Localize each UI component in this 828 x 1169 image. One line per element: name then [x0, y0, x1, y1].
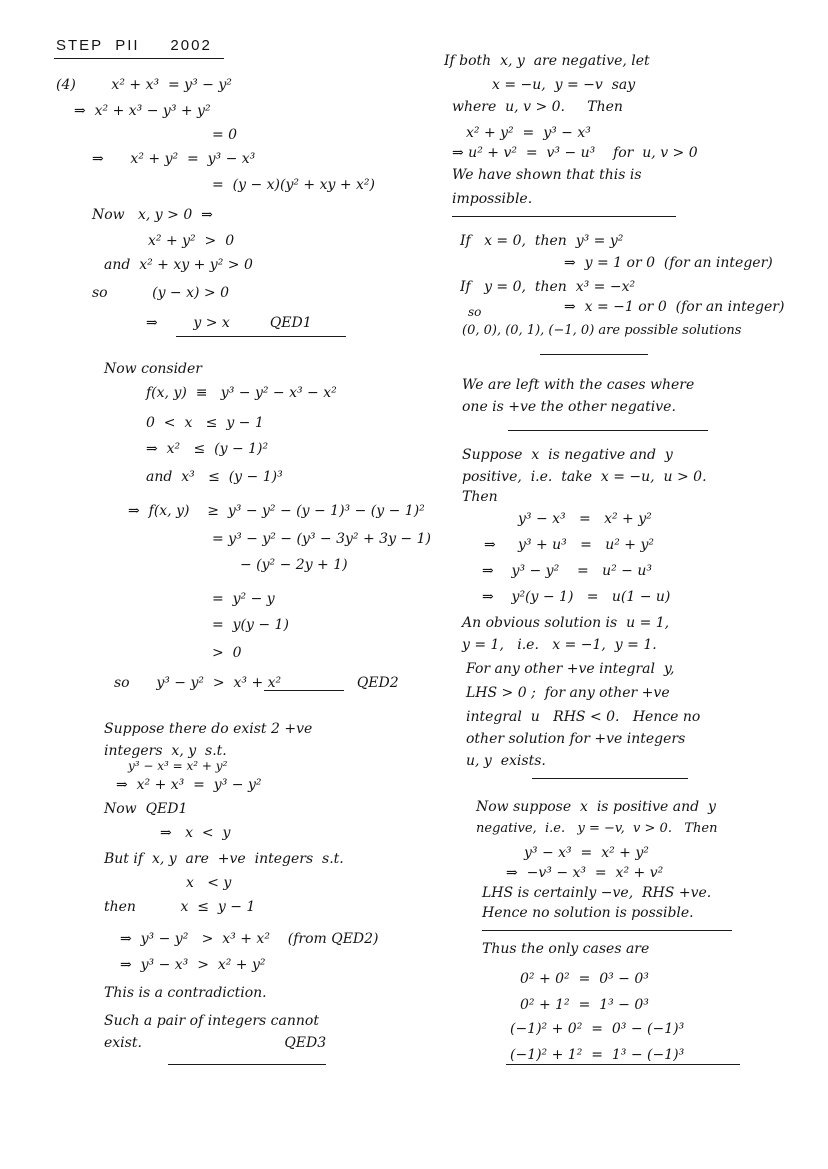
right-line: ⇒ y²(y − 1) = u(1 − u) — [482, 589, 671, 605]
left-line: x < y — [186, 875, 232, 891]
left-line: 0 < x ≤ y − 1 — [146, 415, 264, 431]
right-line: 0² + 1² = 1³ − 0³ — [520, 997, 649, 1013]
right-line: so — [468, 305, 482, 319]
right-line: x = −u, y = −v say — [492, 77, 636, 93]
left-line: and x³ ≤ (y − 1)³ — [146, 469, 283, 485]
right-line: 0² + 0² = 0³ − 0³ — [520, 971, 649, 987]
right-line: positive, i.e. take x = −u, u > 0. — [462, 469, 707, 485]
left-line: f(x, y) ≡ y³ − y² − x³ − x² — [146, 385, 337, 401]
section-divider — [508, 430, 708, 431]
right-line: one is +ve the other negative. — [462, 399, 676, 415]
left-line: = y(y − 1) — [212, 617, 289, 633]
right-line: If y = 0, then x³ = −x² — [460, 279, 636, 295]
right-line: If x = 0, then y³ = y² — [460, 233, 624, 249]
left-line: ⇒ x² + y² = y³ − x³ — [92, 151, 256, 167]
right-line: ⇒ y = 1 or 0 (for an integer) — [564, 255, 773, 271]
left-line: ⇒ x < y — [160, 825, 231, 841]
right-line: ⇒ x = −1 or 0 (for an integer) — [564, 299, 785, 315]
right-line: We are left with the cases where — [462, 377, 695, 393]
left-line: so y³ − y² > x³ + x² QED2 — [114, 675, 399, 691]
left-line: so (y − x) > 0 — [92, 285, 230, 301]
left-line: (4) x² + x³ = y³ − y² — [56, 77, 232, 93]
right-line: Now suppose x is positive and y — [476, 799, 716, 815]
section-divider — [482, 930, 732, 931]
section-divider — [506, 1064, 740, 1065]
right-line: LHS is certainly −ve, RHS +ve. — [482, 885, 712, 901]
right-line: x² + y² = y³ − x³ — [466, 125, 591, 141]
right-line: y³ − x³ = x² + y² — [524, 845, 649, 861]
left-line: y³ − x³ = x² + y² — [128, 759, 228, 773]
left-line: Now x, y > 0 ⇒ — [92, 207, 213, 223]
right-line: impossible. — [452, 191, 533, 207]
section-divider — [176, 336, 346, 337]
right-line: Then — [462, 489, 498, 505]
right-line: y³ − x³ = x² + y² — [518, 511, 652, 527]
left-line: and x² + xy + y² > 0 — [104, 257, 253, 273]
right-line: Hence no solution is possible. — [482, 905, 694, 921]
right-line: Suppose x is negative and y — [462, 447, 673, 463]
left-line: ⇒ y³ − y² > x³ + x² (from QED2) — [120, 931, 379, 947]
left-line: Such a pair of integers cannot — [104, 1013, 319, 1029]
left-line: ⇒ x² + x³ − y³ + y² — [74, 103, 211, 119]
right-line: Thus the only cases are — [482, 941, 650, 957]
qed2-underline — [264, 690, 344, 691]
right-line: other solution for +ve integers — [466, 731, 686, 747]
right-line: u, y exists. — [466, 753, 546, 769]
left-line: ⇒ y³ − x³ > x² + y² — [120, 957, 266, 973]
right-line: (−1)² + 0² = 0³ − (−1)³ — [510, 1021, 685, 1037]
left-line: x² + y² > 0 — [148, 233, 235, 249]
section-divider — [168, 1064, 326, 1065]
left-line: But if x, y are +ve integers s.t. — [104, 851, 344, 867]
right-line: LHS > 0 ; for any other +ve — [466, 685, 670, 701]
right-line: (0, 0), (0, 1), (−1, 0) are possible solutions — [462, 323, 742, 338]
left-line: > 0 — [212, 645, 242, 661]
page-header: STEP PII 2002 — [56, 37, 212, 54]
left-line: = y² − y — [212, 591, 275, 607]
left-line: − (y² − 2y + 1) — [240, 557, 348, 573]
left-line: then x ≤ y − 1 — [104, 899, 256, 915]
right-line: y = 1, i.e. x = −1, y = 1. — [462, 637, 657, 653]
right-line: ⇒ −v³ − x³ = x² + v² — [506, 865, 664, 881]
right-line: where u, v > 0. Then — [452, 99, 623, 115]
right-line: We have shown that this is — [452, 167, 642, 183]
left-line: Suppose there do exist 2 +ve — [104, 721, 313, 737]
left-line: ⇒ x² ≤ (y − 1)² — [146, 441, 269, 457]
left-line: exist. QED3 — [104, 1035, 327, 1051]
right-line: An obvious solution is u = 1, — [462, 615, 670, 631]
left-line: Now consider — [104, 361, 202, 377]
left-line: Now QED1 — [104, 801, 188, 817]
right-line: negative, i.e. y = −v, v > 0. Then — [476, 821, 718, 836]
left-line: integers x, y s.t. — [104, 743, 227, 759]
right-line: ⇒ y³ + u³ = u² + y² — [484, 537, 654, 553]
left-line: = y³ − y² − (y³ − 3y² + 3y − 1) — [212, 531, 431, 547]
left-line: = 0 — [212, 127, 238, 143]
left-line: = (y − x)(y² + xy + x²) — [212, 177, 376, 193]
right-line: integral u RHS < 0. Hence no — [466, 709, 701, 725]
right-line: ⇒ u² + v² = v³ − u³ for u, v > 0 — [452, 145, 698, 161]
section-divider — [540, 354, 648, 355]
right-line: For any other +ve integral y, — [466, 661, 675, 677]
left-line: ⇒ y > x QED1 — [146, 315, 312, 331]
left-line: This is a contradiction. — [104, 985, 267, 1001]
section-divider — [452, 216, 676, 217]
left-line: ⇒ f(x, y) ≥ y³ − y² − (y − 1)³ − (y − 1)² — [128, 503, 425, 519]
left-line: ⇒ x² + x³ = y³ − y² — [116, 777, 262, 793]
right-line: ⇒ y³ − y² = u² − u³ — [482, 563, 652, 579]
right-line: (−1)² + 1² = 1³ − (−1)³ — [510, 1047, 685, 1063]
section-divider — [532, 778, 688, 779]
right-line: If both x, y are negative, let — [444, 53, 650, 69]
header-underline — [54, 58, 224, 59]
